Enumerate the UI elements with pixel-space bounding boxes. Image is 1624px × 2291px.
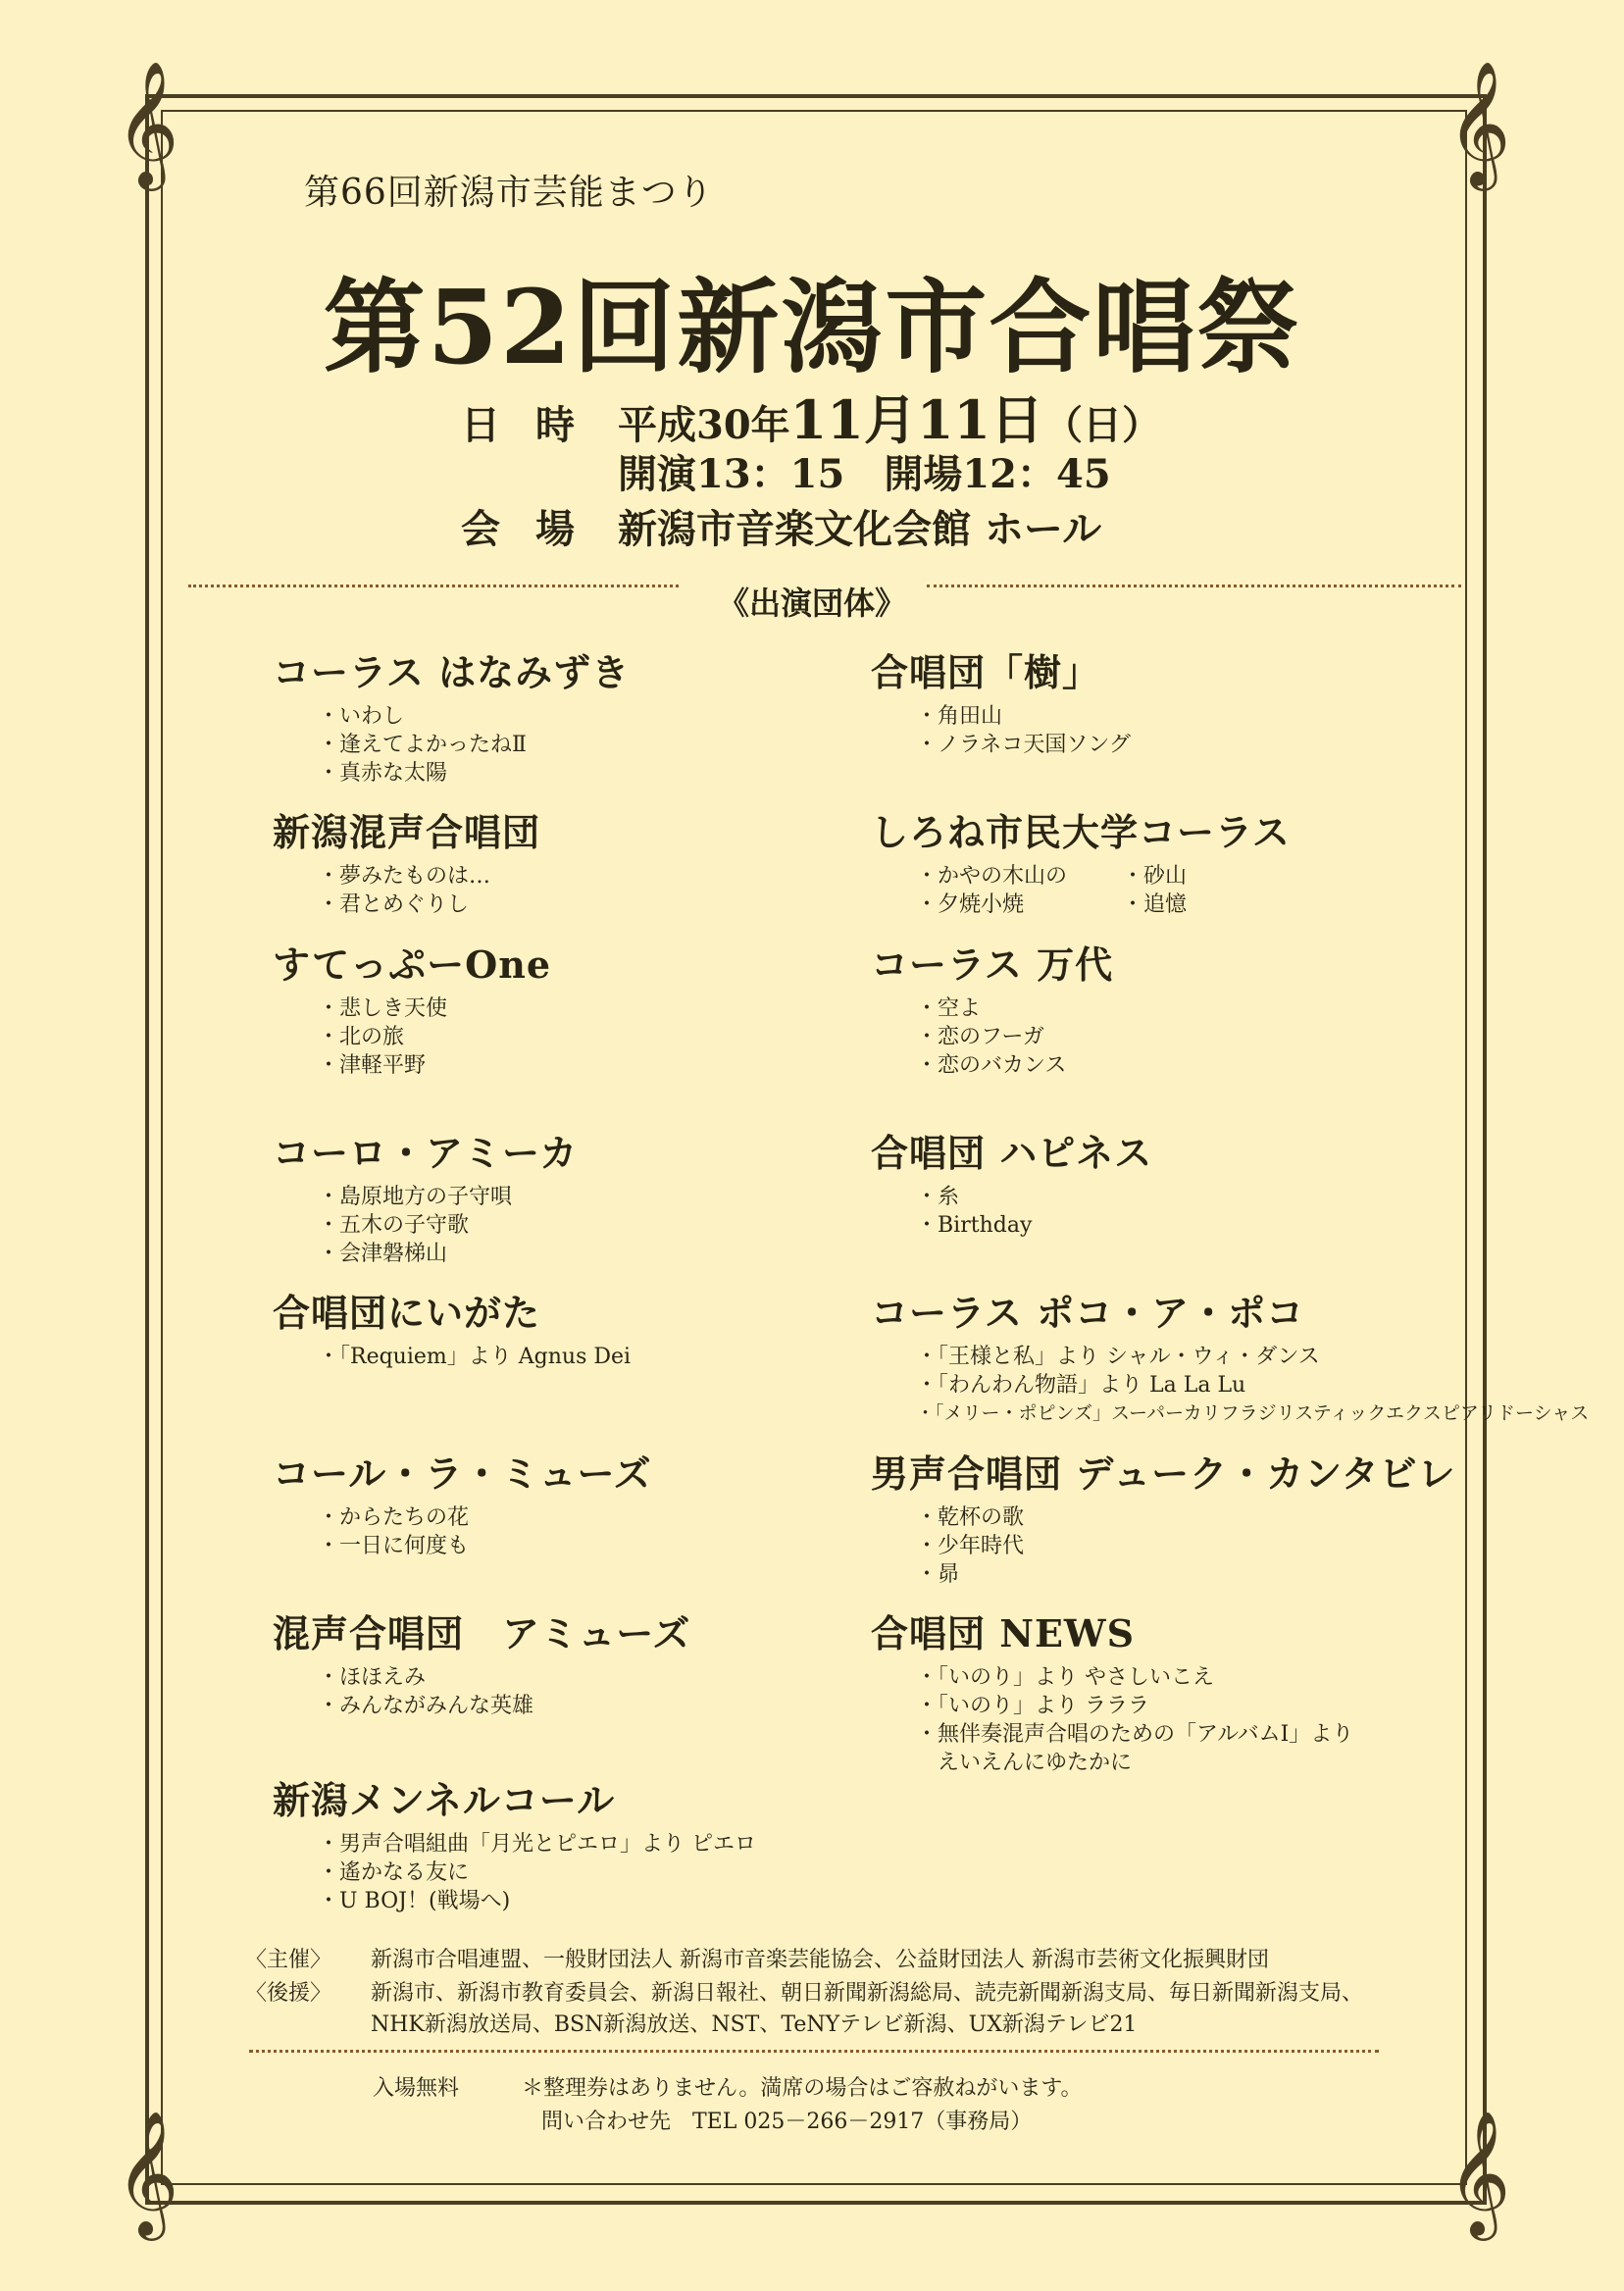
performer-block xyxy=(871,935,1459,1080)
song-item: ・ からたちの花 xyxy=(318,1503,861,1532)
song-item: ・ ほほえみ xyxy=(318,1663,861,1692)
song-list xyxy=(273,1830,861,1915)
event-info xyxy=(461,388,1161,557)
performer-name: 混声合唱団 アミューズ xyxy=(273,1611,691,1655)
song-item: ・ 空よ xyxy=(916,994,1459,1023)
organizer-tag: 〈主催〉 xyxy=(245,1948,332,1972)
song-item: ・ 悲しき天使 xyxy=(318,994,861,1023)
song-item: ・ 会津磐梯山 xyxy=(318,1240,861,1268)
song-item: ・ かやの木山の xyxy=(916,862,1122,891)
performer-block xyxy=(273,1283,861,1371)
date-row xyxy=(461,388,1161,451)
venue-label: 会場 xyxy=(461,506,610,552)
performer-block xyxy=(273,935,861,1080)
performer-name: コーラス はなみずき xyxy=(273,650,631,694)
song-item: ・ 無伴奏混声合唱のための「アルバムⅠ」より xyxy=(916,1720,1459,1749)
date-weekday: （日） xyxy=(1042,402,1161,448)
song-item: ・ 少年時代 xyxy=(916,1532,1459,1560)
performer-block xyxy=(273,1123,861,1268)
song-item: ・ 逢えてよかったねⅡ xyxy=(318,731,861,759)
performer-name: しろね市民大学コーラス xyxy=(871,810,1291,854)
performer-block xyxy=(871,1604,1459,1777)
song-list xyxy=(273,994,861,1080)
treble-clef-icon: 𝄞 xyxy=(115,2110,179,2235)
admission-note: ＊整理券はありません。満席の場合はご容赦ねがいます。 xyxy=(522,2076,1083,2101)
song-item: ・ 五木の子守歌 xyxy=(318,1211,861,1240)
performer-name: コーラス 万代 xyxy=(871,942,1114,987)
performer-name: 新潟メンネルコール xyxy=(273,1778,616,1822)
performer-block xyxy=(871,802,1459,919)
song-item: ・ 角田山 xyxy=(916,702,1459,731)
performer-block xyxy=(871,642,1459,759)
performer-block xyxy=(273,1444,861,1560)
song-item: ・ 津軽平野 xyxy=(318,1051,861,1080)
song-item: ・ 遙かなる友に xyxy=(318,1858,861,1887)
support-text: 新潟市、新潟市教育委員会、新潟日報社、朝日新聞新潟総局、読売新聞新潟支局、毎日新聞新潟支局、 xyxy=(371,1981,1364,2006)
song-item: ・ 「いのり」より ラララ xyxy=(916,1692,1459,1720)
song-item: ・ 一日に何度も xyxy=(318,1532,861,1560)
event-subtitle: 第66回新潟市芸能まつり xyxy=(304,173,714,213)
song-list xyxy=(871,862,1459,919)
time-row xyxy=(461,447,1161,502)
song-item: ・ 「いのり」より やさしいこえ xyxy=(916,1663,1459,1692)
song-item: ・ 「Requiem」より Agnus Dei xyxy=(318,1343,861,1371)
performer-block xyxy=(273,1770,861,1915)
performer-block xyxy=(273,1604,861,1720)
venue-text: 新潟市音楽文化会館 ホール xyxy=(618,506,1102,552)
organizer-text: 新潟市合唱連盟、一般財団法人 新潟市音楽芸能協会、公益財団法人 新潟市芸術文化振興財団 xyxy=(371,1948,1269,1972)
song-item: ・ 島原地方の子守唄 xyxy=(318,1183,861,1211)
song-item: ・ 「わんわん物語」より La La Lu xyxy=(916,1371,1459,1400)
song-list xyxy=(273,862,861,919)
treble-clef-icon: 𝄞 xyxy=(1446,60,1511,185)
date-day: 11日 xyxy=(916,388,1043,451)
song-item: ・ 砂山 xyxy=(1122,862,1318,891)
song-item: ・ 夕焼小焼 xyxy=(916,891,1122,919)
song-item: ・ 「メリー・ポピンズ」スーパーカリフラジリスティックエクスピアリドーシャス xyxy=(916,1400,1459,1428)
support-text: NHK新潟放送局、BSN新潟放送、NST、TeNYテレビ新潟、UX新潟テレビ21 xyxy=(371,2012,1138,2037)
song-list xyxy=(273,1343,861,1371)
song-list xyxy=(871,1183,1459,1240)
date-prefix: 平成30年 xyxy=(618,402,790,448)
song-item: ・ 糸 xyxy=(916,1183,1459,1211)
time-text: 開演13：15 開場12：45 xyxy=(618,451,1111,497)
treble-clef-icon: 𝄞 xyxy=(115,60,179,185)
song-list xyxy=(871,1663,1459,1777)
song-item: ・ 追憶 xyxy=(1122,891,1318,919)
performer-name: 新潟混声合唱団 xyxy=(273,810,541,854)
song-item: ・ 恋のバカンス xyxy=(916,1051,1459,1080)
performer-name: 合唱団 ハピネス xyxy=(871,1131,1153,1175)
song-list xyxy=(871,1503,1459,1589)
performer-block xyxy=(871,1444,1459,1589)
song-item: ・ みんながみんな英雄 xyxy=(318,1692,861,1720)
performer-name: コール・ラ・ミューズ xyxy=(273,1451,652,1496)
performer-block xyxy=(871,1283,1590,1428)
song-list xyxy=(871,1343,1590,1428)
song-item-continued: えいえんにゆたかに xyxy=(938,1751,1133,1775)
song-list xyxy=(273,1183,861,1268)
performer-name: コーラス ポコ・ア・ポコ xyxy=(871,1291,1305,1335)
performer-name: コーロ・アミーカ xyxy=(273,1131,579,1175)
support-line xyxy=(245,1979,1363,2009)
song-list xyxy=(871,994,1459,1080)
date-label: 日時 xyxy=(461,402,610,448)
performer-name: すてっぷーOne xyxy=(273,942,552,987)
treble-clef-icon: 𝄞 xyxy=(1446,2110,1511,2235)
date-month: 11月 xyxy=(789,388,917,451)
song-item: ・ いわし xyxy=(318,702,861,731)
song-item: ・ 北の旅 xyxy=(318,1023,861,1051)
performer-name: 合唱団 NEWS xyxy=(871,1611,1136,1655)
song-item: ・ 恋のフーガ xyxy=(916,1023,1459,1051)
song-list xyxy=(871,702,1459,759)
performer-block xyxy=(871,1123,1459,1240)
song-item: ・ ノラネコ天国ソング xyxy=(916,731,1459,759)
venue-row xyxy=(461,502,1161,557)
song-item: ・ 昴 xyxy=(916,1560,1459,1589)
song-list xyxy=(273,1503,861,1560)
song-item: ・ 男声合唱組曲「月光とピエロ」より ピエロ xyxy=(318,1830,861,1858)
support-tag: 〈後援〉 xyxy=(245,1981,332,2006)
song-item: ・ 「王様と私」より シャル・ウィ・ダンス xyxy=(916,1343,1459,1371)
song-item: ・ 夢みたものは… xyxy=(318,862,861,891)
performer-name: 男声合唱団 デューク・カンタビレ xyxy=(871,1451,1456,1496)
performer-block xyxy=(273,802,861,919)
section-title: 《出演団体》 xyxy=(717,585,906,622)
song-item: ・ 君とめぐりし xyxy=(318,891,861,919)
performer-name: 合唱団「樹」 xyxy=(871,650,1101,694)
admission-text: 入場無料 xyxy=(373,2076,460,2101)
performer-name: 合唱団にいがた xyxy=(273,1291,541,1335)
song-list xyxy=(273,702,861,788)
page-title: 第52回新潟市合唱祭 xyxy=(323,267,1301,387)
organizer-line xyxy=(245,1946,1269,1975)
divider xyxy=(249,2050,1379,2053)
song-item: ・ 真赤な太陽 xyxy=(318,759,861,788)
song-list xyxy=(273,1663,861,1720)
performer-block xyxy=(273,642,861,788)
song-item: ・ U BOJ！(戦場へ) xyxy=(318,1887,861,1915)
song-item: ・ Birthday xyxy=(916,1211,1459,1240)
contact-text: 問い合わせ先 TEL 025－266－2917（事務局） xyxy=(541,2110,1033,2134)
support-line xyxy=(245,2011,1137,2040)
song-item: ・ 乾杯の歌 xyxy=(916,1503,1459,1532)
